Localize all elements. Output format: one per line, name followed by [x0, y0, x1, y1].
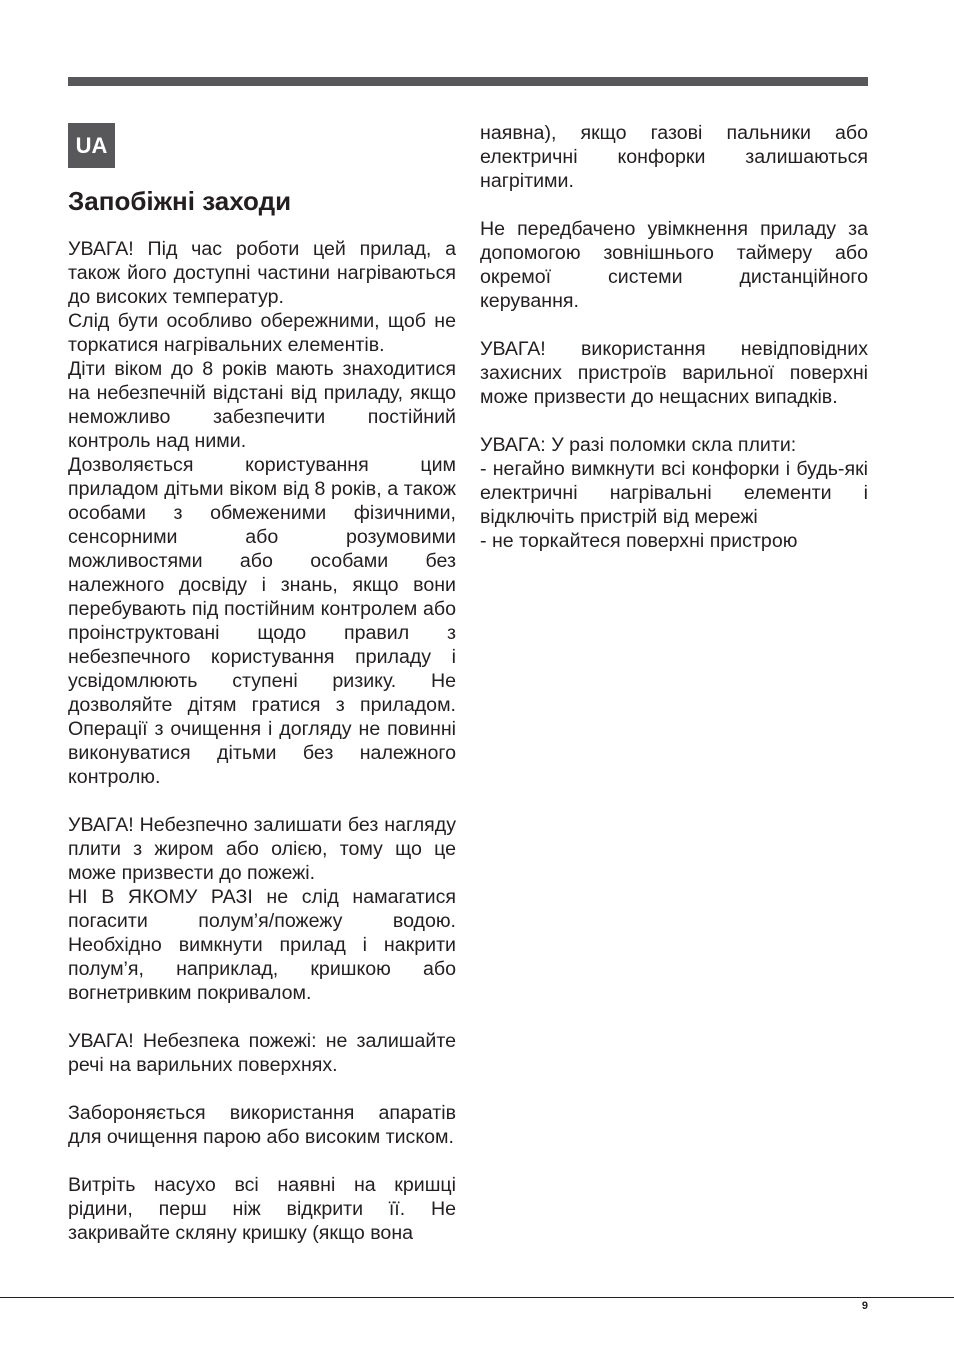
paragraph: наявна), якщо газові пальники або електричні конфорки залишаються нагрітими.: [480, 122, 868, 192]
paragraph: УВАГА! використання невідповідних захисних пристроїв варильної поверхні може призвести до нещасних випадків.: [480, 338, 868, 408]
paragraph: УВАГА! Небезпечно залишати без нагляду плити з жиром або олією, тому що це може призвести до пожежі.: [68, 814, 456, 884]
paragraph: - не торкайтеся поверхні пристрою: [480, 530, 798, 552]
paragraph: УВАГА! Під час роботи цей прилад, а також його доступні частини нагріваються до високих температур.: [68, 238, 456, 308]
paragraph: Слід бути особливо обережними, щоб не торкатися нагрівальних елементів.: [68, 310, 456, 356]
paragraph: УВАГА! Небезпека пожежі: не залишайте речі на варильних поверхнях.: [68, 1030, 456, 1076]
paragraph: - негайно вимкнути всі конфорки і будь-які електричні нагрівальні елементи і відключіть пристрій від мережі: [480, 458, 868, 528]
language-badge: UA: [68, 123, 115, 168]
paragraph: Дозволяється користування цим приладом дітьми віком від 8 років, а також особами з обмеженими фізичними, сенсорними або розумовими можливостями або особами без належного досвіду і знань, якщо вони перебувають під постійним контролем або проінструктовані щодо правил з небезпечного користування приладу і усвідомлюють ступені ризику. Не дозволяйте дітям гратися з приладом. Операції з очищення і догляду не повинні виконуватися дітьми без належного контролю.: [68, 454, 456, 788]
page-title: Запобіжні заходи: [68, 186, 292, 216]
paragraph: НІ В ЯКОМУ РАЗІ не слід намагатися погасити полум’я/пожежу водою. Необхідно вимкнути прилад і накрити полум’я, наприклад, кришкою або вогнетривким покривалом.: [68, 886, 456, 1004]
footer-rule: [0, 1297, 954, 1298]
paragraph: УВАГА: У разі поломки скла плити:: [480, 434, 797, 456]
left-column: [68, 237, 456, 1245]
paragraph: Не передбачено увімкнення приладу за допомогою зовнішнього таймеру або окремої системи дистанційного керування.: [480, 218, 868, 312]
header-rule: [68, 77, 868, 86]
paragraph: Діти віком до 8 років мають знаходитися на небезпечній відстані від приладу, якщо неможливо забезпечити постійний контроль над ними.: [68, 358, 456, 452]
page-number: 9: [861, 1300, 868, 1312]
paragraph: Витріть насухо всі наявні на кришці рідини, перш ніж відкрити її. Не закривайте скляну кришку (якщо вона: [68, 1174, 456, 1244]
paragraph: Забороняється використання апаратів для очищення парою або високим тиском.: [68, 1102, 456, 1148]
right-column: [480, 121, 868, 553]
